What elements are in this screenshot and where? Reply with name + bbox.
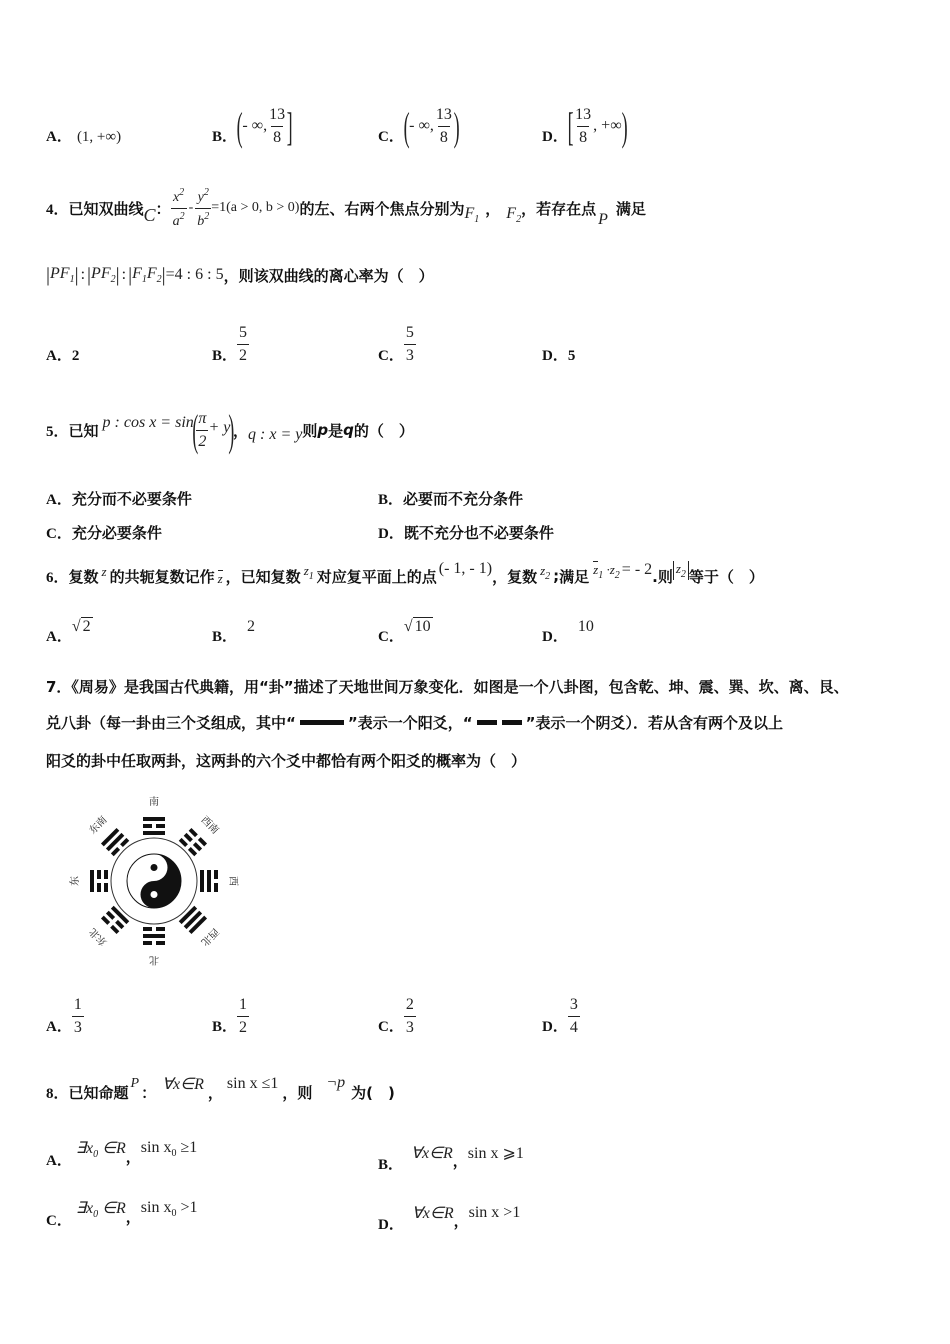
fraction: $\frac{1}{3}$ — [73, 995, 82, 1036]
fraction: $\frac{5}{3}$ — [405, 323, 414, 364]
yin-line — [143, 824, 152, 828]
q3-option-c[interactable]: C． ( - ∞, $\frac{13}{8}$ ) — [378, 103, 460, 149]
option-label: D． — [542, 128, 568, 145]
q8-option-a[interactable]: A． $\exists x_0$ ∈R ， $\sin x_0 \ge 1$ — [46, 1139, 198, 1169]
yin-line — [120, 838, 129, 847]
option-label: B． — [212, 128, 238, 145]
q7-stem-line1: 7．《周易》是我国古代典籍，用“卦”描述了天地世间万象变化．如图是一个八卦图，包含乾、坤、震、巽、坎、离、艮、 — [46, 678, 849, 696]
q4-option-c[interactable]: C． $\frac{5}{3}$ — [378, 323, 414, 364]
fraction-y2-b2: $\frac{y^2}{b^2}$ — [197, 186, 210, 229]
yin-line — [188, 847, 197, 856]
q4-stem-line2: | $PF_1$ | : | $PF_2$ | : | $F_1F_2$ | =4 : 6 : 5 ，则该双曲线的离心率为（ ） — [46, 263, 434, 286]
trigram-direction-label: 东南 — [87, 814, 110, 837]
yang-line-icon — [300, 720, 344, 725]
yang-line — [143, 831, 165, 835]
yang-line — [184, 911, 202, 929]
yang-line — [200, 870, 204, 892]
option-expr: (1, +∞) — [76, 129, 122, 145]
fraction-x2-a2: $\frac{x^2}{a^2}$ — [172, 186, 185, 229]
q5-option-c[interactable]: C．充分必要条件 — [46, 524, 162, 542]
fraction: $\frac{13}{8}$ — [269, 105, 286, 146]
yin-line — [110, 925, 119, 934]
yang-line — [106, 833, 124, 851]
q4-stem-line1: 4． 已知双曲线 C ： $\frac{x^2}{a^2}$ - $\frac{y^2}{b^2}$ =1(a > 0, b > 0) 的左、右两个焦点分别为 $F_1$ ， $F_2$ ，若存在点 P 满足 — [46, 186, 646, 229]
trigram-direction-label: 北 — [149, 954, 159, 965]
q7-option-b[interactable]: B． $\frac{1}{2}$ — [212, 995, 248, 1036]
yin-line — [179, 838, 188, 847]
fraction: $\frac{13}{8}$ — [575, 105, 592, 146]
yin-line — [104, 870, 108, 879]
yin-line — [193, 842, 202, 851]
q3-option-b[interactable]: B． ( - ∞, $\frac{13}{8}$ ] — [212, 103, 293, 149]
q7-option-a[interactable]: A． $\frac{1}{3}$ — [46, 995, 82, 1036]
yang-line — [143, 817, 165, 821]
fraction: $\frac{3}{4}$ — [569, 995, 578, 1036]
yang-line — [101, 828, 119, 846]
q4-option-b[interactable]: B． $\frac{5}{2}$ — [212, 323, 248, 364]
q8-option-c[interactable]: C． $\exists x_0$ ∈R ， $\sin x_0 >1$ — [46, 1199, 198, 1229]
yin-line — [156, 941, 165, 945]
yin-line — [101, 916, 110, 925]
option-label: A． — [46, 129, 72, 145]
trigram-direction-label: 南 — [149, 797, 159, 808]
option-trail: , +∞ — [593, 117, 622, 134]
fraction-pi-2: $\frac{\pi}{2}$ — [198, 409, 207, 450]
q7-option-c[interactable]: C． $\frac{2}{3}$ — [378, 995, 414, 1036]
fraction: $\frac{1}{2}$ — [239, 995, 248, 1036]
fraction: $\frac{5}{2}$ — [239, 323, 248, 364]
q6-option-b[interactable]: B． 2 — [212, 618, 256, 645]
q4-option-a[interactable]: A．2 — [46, 348, 80, 364]
option-lead: - ∞, — [409, 117, 434, 134]
yin-line — [214, 883, 218, 892]
q5-option-d[interactable]: D．既不充分也不必要条件 — [378, 524, 554, 542]
yin-line — [106, 911, 115, 920]
q4-option-d[interactable]: D．5 — [542, 348, 576, 364]
trigram-direction-label: 西南 — [198, 814, 221, 837]
q3-option-a[interactable] — [46, 125, 121, 146]
trigram-direction-label: 东 — [70, 876, 81, 886]
yin-line — [156, 927, 165, 931]
q7-option-d[interactable]: D． $\frac{3}{4}$ — [542, 995, 578, 1036]
q5-stem: 5． 已知 p : cos x = sin ( $\frac{\pi}{2}$ + y ) ， q : x = y 则 p 是 q 的（ ） — [46, 405, 414, 455]
yang-line — [90, 870, 94, 892]
yin-line — [156, 824, 165, 828]
fraction: $\frac{2}{3}$ — [405, 995, 414, 1036]
option-label: C． — [378, 128, 404, 145]
trigram-direction-label: 西北 — [198, 925, 221, 948]
yang-line — [189, 916, 207, 934]
q8-stem: 8． 已知命题 P ： ∀x∈R ， sin x ≤1 ，则 ¬p 为( ) — [46, 1074, 395, 1102]
q3-option-d[interactable]: D． [ $\frac{13}{8}$ , +∞ ) — [542, 103, 628, 149]
yang-line — [143, 934, 165, 938]
yin-line — [189, 828, 198, 837]
q6-stem: 6． 复数 z 的共轭复数记作 z ，已知复数 $z_1$ 对应复平面上的点 (- 1, - 1) ，复数 $z_2$ ; 满足 $z_1 \cdot z_2$ = - 2 .则 $z_2$ 等于（ ） — [46, 560, 764, 586]
q5-option-b[interactable]: B．必要而不充分条件 — [378, 490, 524, 508]
yin-line — [143, 941, 152, 945]
yin-line — [184, 833, 193, 842]
yang-line — [207, 870, 211, 892]
q8-option-d[interactable]: D． ∀x∈R ， sin x >1 — [378, 1204, 521, 1233]
equation-tail: =1(a > 0, b > 0) — [211, 200, 300, 215]
yin-line-icon — [477, 720, 522, 725]
yin-line — [104, 883, 108, 892]
q6-option-c[interactable]: C． √ 10 — [378, 618, 431, 645]
trigram-direction-label: 西 — [227, 876, 238, 886]
yin-line — [111, 847, 120, 856]
bagua-diagram — [56, 786, 252, 972]
q5-option-a[interactable]: A．充分而不必要条件 — [46, 490, 192, 508]
q7-stem-line3: 阳爻的卦中任取两卦，这两卦的六个爻中都恰有两个阳爻的概率为（ ） — [46, 752, 527, 770]
trigram-direction-label: 东北 — [87, 925, 110, 948]
option-lead: - ∞, — [242, 117, 268, 134]
yin-line — [143, 927, 152, 931]
fraction: $\frac{13}{8}$ — [435, 105, 452, 146]
yin-line — [97, 870, 101, 879]
yin-line — [214, 870, 218, 879]
q8-option-b[interactable]: B． ∀x∈R ， sin x ⩾1 — [378, 1145, 524, 1173]
yin-line — [198, 837, 207, 846]
q7-stem-line2: 兑八卦（每一卦由三个爻组成，其中“ ”表示一个阳爻，“ ”表示一个阴爻）．若从含有两个及以上 — [46, 714, 783, 732]
yin-line — [115, 920, 124, 929]
q6-option-d[interactable]: D． 10 — [542, 618, 594, 645]
q6-option-a[interactable]: A． √ 2 — [46, 618, 91, 645]
yin-line — [97, 883, 101, 892]
